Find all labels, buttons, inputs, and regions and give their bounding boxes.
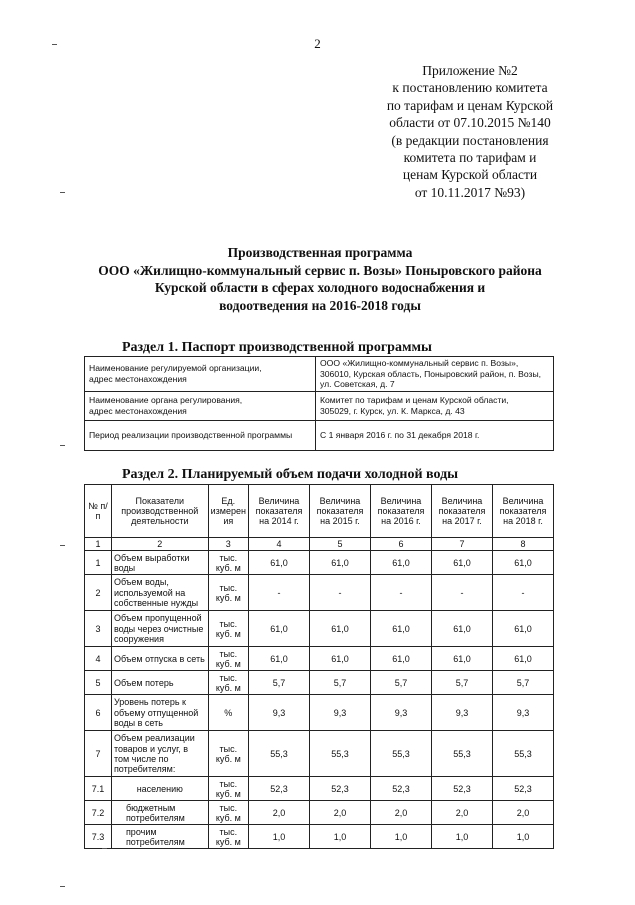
passport-table xyxy=(84,356,554,451)
table-row xyxy=(85,801,554,825)
row-value: 61,0 xyxy=(248,611,309,647)
row-value: 55,3 xyxy=(370,731,431,777)
appendix-line: Приложение №2 xyxy=(422,63,518,78)
header-cell: Ед. измерен ия xyxy=(208,485,248,538)
row-value: 61,0 xyxy=(370,551,431,575)
row-unit: % xyxy=(208,695,248,731)
row-value: 55,3 xyxy=(248,731,309,777)
row-number: 7.2 xyxy=(85,801,112,825)
row-value: - xyxy=(370,575,431,611)
page-number: 2 xyxy=(314,36,321,51)
row-unit: тыс. куб. м xyxy=(208,647,248,671)
row-value: 9,3 xyxy=(492,695,553,731)
row-value: - xyxy=(309,575,370,611)
row-value: 2,0 xyxy=(248,801,309,825)
row-name: Уровень потерь к объему отпущенной воды в сеть xyxy=(111,695,208,731)
row-unit: тыс. куб. м xyxy=(208,731,248,777)
row-value: 55,3 xyxy=(492,731,553,777)
appendix-header xyxy=(370,62,570,201)
row-number: 2 xyxy=(85,575,112,611)
column-number: 7 xyxy=(431,538,492,551)
row-value: 61,0 xyxy=(370,611,431,647)
row-unit: тыс. куб. м xyxy=(208,551,248,575)
header-cell: Величина показателя на 2014 г. xyxy=(248,485,309,538)
label-line: Период реализации производственной программы xyxy=(89,429,293,440)
section2-title: Раздел 2. Планируемый объем подачи холодной воды xyxy=(122,467,459,482)
scan-mark xyxy=(60,192,65,193)
row-value: 61,0 xyxy=(492,551,553,575)
title-line: Производственная программа xyxy=(227,245,413,260)
row-value: - xyxy=(431,575,492,611)
table-row xyxy=(85,777,554,801)
row-value: 52,3 xyxy=(370,777,431,801)
row-value: 5,7 xyxy=(431,671,492,695)
table-row xyxy=(85,647,554,671)
row-unit: тыс. куб. м xyxy=(208,825,248,849)
row-value: 52,3 xyxy=(431,777,492,801)
table-row xyxy=(85,825,554,849)
header-cell: Показатели производственной деятельности xyxy=(111,485,208,538)
value-line: С 1 января 2016 г. по 31 декабря 2018 г. xyxy=(320,429,480,440)
volume-table xyxy=(84,484,554,849)
row-value: 55,3 xyxy=(431,731,492,777)
row-name: населению xyxy=(111,777,208,801)
passport-row xyxy=(85,391,554,420)
passport-value xyxy=(316,357,554,392)
label-line: адрес местонахождения xyxy=(89,373,187,384)
table-row xyxy=(85,671,554,695)
row-number: 3 xyxy=(85,611,112,647)
scan-mark xyxy=(52,44,57,45)
row-value: 61,0 xyxy=(431,551,492,575)
row-number: 7.3 xyxy=(85,825,112,849)
label-line: адрес местонахождения xyxy=(89,405,187,416)
row-value: 9,3 xyxy=(248,695,309,731)
appendix-line: к постановлению комитета xyxy=(392,80,548,96)
row-value: 61,0 xyxy=(309,551,370,575)
appendix-line: от 10.11.2017 №93) xyxy=(414,184,526,200)
row-value: 61,0 xyxy=(309,611,370,647)
row-value: 5,7 xyxy=(370,671,431,695)
value-line: ООО «Жилищно-коммунальный сервис п. Возы», xyxy=(320,358,519,368)
row-value: 61,0 xyxy=(370,647,431,671)
column-number: 4 xyxy=(248,538,309,551)
scan-mark xyxy=(60,545,65,546)
column-number: 8 xyxy=(492,538,553,551)
row-value: 2,0 xyxy=(492,801,553,825)
appendix-line: комитета по тарифам и xyxy=(403,150,537,166)
passport-label xyxy=(85,391,316,420)
column-number-row xyxy=(85,538,554,551)
row-value: 2,0 xyxy=(370,801,431,825)
row-value: 5,7 xyxy=(248,671,309,695)
row-unit: тыс. куб. м xyxy=(208,777,248,801)
row-number: 7 xyxy=(85,731,112,777)
table-row xyxy=(85,575,554,611)
document-title xyxy=(80,244,560,314)
row-value: 52,3 xyxy=(492,777,553,801)
header-cell: Величина показателя на 2015 г. xyxy=(309,485,370,538)
row-name: Объем пропущенной воды через очистные сооружения xyxy=(111,611,208,647)
row-name: прочим потребителям xyxy=(111,825,208,849)
column-number: 6 xyxy=(370,538,431,551)
scan-mark xyxy=(60,445,65,446)
row-value: 61,0 xyxy=(248,551,309,575)
header-cell: № п/п xyxy=(85,485,112,538)
label-line: Наименование органа регулирования, xyxy=(89,395,243,405)
row-value: 52,3 xyxy=(309,777,370,801)
row-name: Объем потерь xyxy=(111,671,208,695)
row-value: 1,0 xyxy=(248,825,309,849)
passport-value xyxy=(316,420,554,450)
scan-mark xyxy=(60,886,65,887)
row-value: - xyxy=(492,575,553,611)
label-line: Наименование регулируемой организации, xyxy=(89,363,262,374)
row-value: - xyxy=(248,575,309,611)
appendix-line: по тарифам и ценам Курской xyxy=(386,97,554,113)
value-line: Комитет по тарифам и ценам Курской области, xyxy=(320,395,509,405)
row-value: 55,3 xyxy=(309,731,370,777)
header-row xyxy=(85,485,554,538)
row-value: 9,3 xyxy=(370,695,431,731)
appendix-line: ценам Курской области xyxy=(402,167,538,183)
appendix-line: области от 07.10.2015 №140 xyxy=(389,115,551,131)
row-name: бюджетным потребителям xyxy=(111,801,208,825)
row-unit: тыс. куб. м xyxy=(208,801,248,825)
row-value: 1,0 xyxy=(492,825,553,849)
row-value: 61,0 xyxy=(431,611,492,647)
row-value: 61,0 xyxy=(492,611,553,647)
row-number: 5 xyxy=(85,671,112,695)
row-value: 5,7 xyxy=(492,671,553,695)
value-line: 306010, Курская область, Поныровский район, п. Возы, xyxy=(320,368,542,379)
passport-value xyxy=(316,391,554,420)
table-row xyxy=(85,551,554,575)
table-row xyxy=(85,695,554,731)
row-value: 2,0 xyxy=(309,801,370,825)
row-number: 4 xyxy=(85,647,112,671)
title-line: ООО «Жилищно-коммунальный сервис п. Возы» Поныровского района xyxy=(98,262,542,278)
row-number: 1 xyxy=(85,551,112,575)
row-number: 7.1 xyxy=(85,777,112,801)
row-value: 1,0 xyxy=(370,825,431,849)
table-row xyxy=(85,731,554,777)
row-value: 5,7 xyxy=(309,671,370,695)
row-name: Объем отпуска в сеть xyxy=(111,647,208,671)
column-number: 3 xyxy=(208,538,248,551)
row-number: 6 xyxy=(85,695,112,731)
row-unit: тыс. куб. м xyxy=(208,611,248,647)
table-row xyxy=(85,611,554,647)
row-name: Объем реализации товаров и услуг, в том числе по потребителям: xyxy=(111,731,208,777)
row-value: 9,3 xyxy=(431,695,492,731)
section1-title: Раздел 1. Паспорт производственной программы xyxy=(122,340,432,355)
header-cell: Величина показателя на 2016 г. xyxy=(370,485,431,538)
appendix-line: (в редакции постановления xyxy=(391,132,549,148)
row-value: 9,3 xyxy=(309,695,370,731)
scan-mark xyxy=(102,848,107,849)
row-value: 61,0 xyxy=(309,647,370,671)
row-unit: тыс. куб. м xyxy=(208,575,248,611)
title-line: Курской области в сферах холодного водоснабжения и xyxy=(154,280,486,295)
column-number: 5 xyxy=(309,538,370,551)
row-value: 61,0 xyxy=(431,647,492,671)
passport-row xyxy=(85,357,554,392)
column-number: 2 xyxy=(111,538,208,551)
header-cell: Величина показателя на 2017 г. xyxy=(431,485,492,538)
title-line: водоотведения на 2016-2018 годы xyxy=(219,297,421,313)
row-value: 1,0 xyxy=(309,825,370,849)
value-line: 305029, г. Курск, ул. К. Маркса, д. 43 xyxy=(320,405,465,416)
column-number: 1 xyxy=(85,538,112,551)
row-unit: тыс. куб. м xyxy=(208,671,248,695)
row-value: 61,0 xyxy=(248,647,309,671)
passport-label xyxy=(85,420,316,450)
header-cell: Величина показателя на 2018 г. xyxy=(492,485,553,538)
passport-label xyxy=(85,357,316,392)
value-line: ул. Советская, д. 7 xyxy=(320,379,395,389)
row-value: 61,0 xyxy=(492,647,553,671)
passport-row xyxy=(85,420,554,450)
row-name: Объем выработки воды xyxy=(111,551,208,575)
row-value: 1,0 xyxy=(431,825,492,849)
row-value: 2,0 xyxy=(431,801,492,825)
row-name: Объем воды, используемой на собственные нужды xyxy=(111,575,208,611)
row-value: 52,3 xyxy=(248,777,309,801)
